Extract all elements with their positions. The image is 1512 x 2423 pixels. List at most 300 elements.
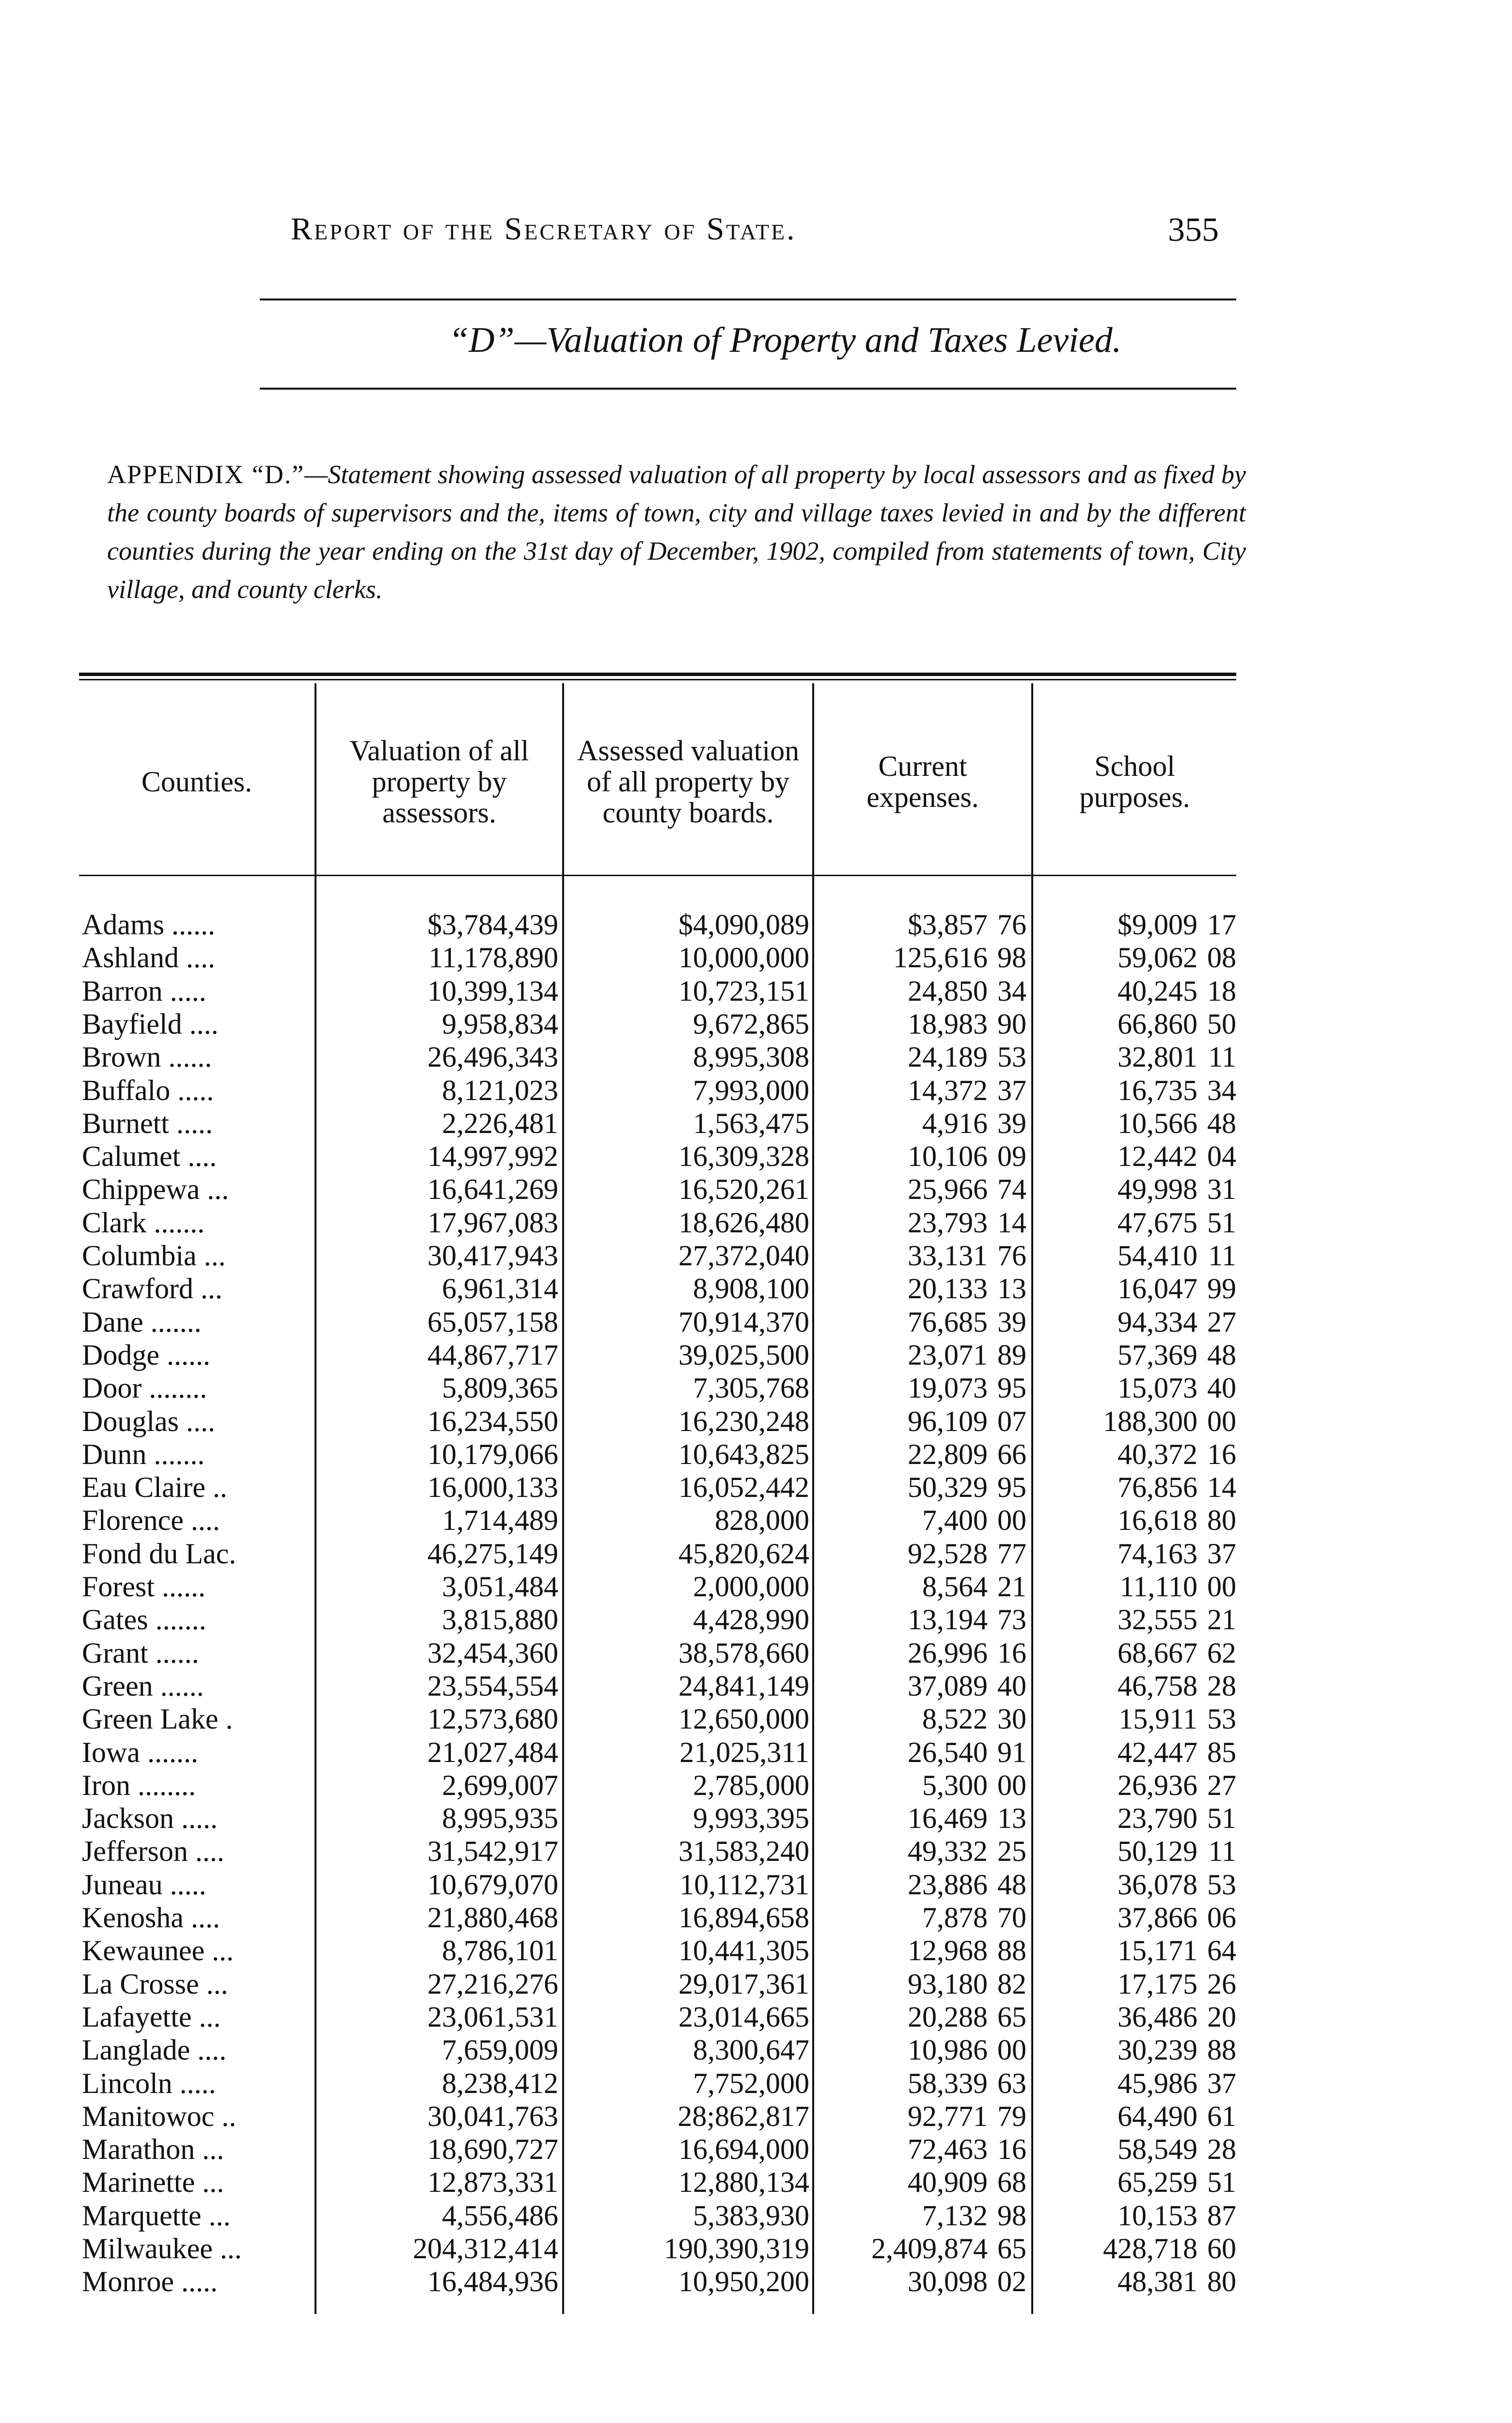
- valuation-by-assessors: 3,051,484: [442, 1571, 558, 1603]
- valuation-by-county-boards: 2,785,000: [693, 1769, 809, 1801]
- current-expenses-dollars: 19,073: [908, 1372, 988, 1404]
- current-expenses-cents: 16: [997, 2133, 1026, 2166]
- header-counties: Counties.: [141, 765, 252, 798]
- valuation-by-county-boards: 16,894,658: [678, 1902, 809, 1934]
- county-name: Fond du Lac.: [82, 1537, 236, 1570]
- current-expenses-cents: 91: [997, 1736, 1026, 1768]
- county-name: Chippewa ...: [82, 1173, 229, 1206]
- current-expenses-cents: 02: [997, 2266, 1026, 2298]
- current-expenses-cents: 39: [997, 1107, 1026, 1139]
- current-expenses-cents: 89: [997, 1338, 1026, 1371]
- school-purposes-dollars: 10,153: [1118, 2199, 1197, 2232]
- valuation-by-county-boards: 70,914,370: [678, 1306, 809, 1338]
- divider: [260, 388, 1236, 390]
- valuation-by-assessors: 44,867,717: [427, 1338, 558, 1371]
- current-expenses-dollars: 14,372: [908, 1074, 988, 1106]
- school-purposes-dollars: 32,555: [1118, 1604, 1197, 1636]
- county-name: Dane .......: [82, 1306, 202, 1338]
- valuation-by-assessors: 31,542,917: [427, 1835, 558, 1868]
- county-name: La Crosse ...: [82, 1967, 228, 2000]
- current-expenses-cents: 65: [997, 2233, 1026, 2265]
- school-purposes-dollars: 48,381: [1118, 2266, 1197, 2298]
- school-purposes-cents: 11: [1208, 1041, 1236, 1073]
- valuation-by-county-boards: 1,563,475: [693, 1107, 809, 1139]
- valuation-by-assessors: 10,679,070: [427, 1868, 558, 1901]
- valuation-by-assessors: 12,573,680: [427, 1703, 558, 1735]
- valuation-by-county-boards: 16,520,261: [678, 1173, 809, 1206]
- current-expenses-dollars: 93,180: [908, 1967, 988, 2000]
- current-expenses-dollars: 23,071: [908, 1338, 988, 1371]
- current-expenses-cents: 98: [997, 942, 1026, 974]
- table-row: [79, 1206, 1236, 1239]
- current-expenses-dollars: 10,106: [908, 1140, 988, 1173]
- school-purposes-cents: 53: [1207, 1868, 1236, 1901]
- current-expenses-dollars: 8,522: [922, 1703, 988, 1735]
- current-expenses-cents: 95: [997, 1372, 1026, 1404]
- current-expenses-dollars: 7,132: [922, 2199, 988, 2232]
- school-purposes-cents: 27: [1207, 1769, 1236, 1801]
- school-purposes-cents: 21: [1207, 1604, 1236, 1636]
- current-expenses-cents: 37: [997, 1074, 1026, 1106]
- county-name: Forest ......: [82, 1571, 205, 1603]
- current-expenses-cents: 00: [997, 1504, 1026, 1537]
- valuation-by-assessors: 46,275,149: [427, 1537, 558, 1570]
- current-expenses-dollars: 30,098: [908, 2266, 988, 2298]
- valuation-by-assessors: 30,417,943: [427, 1240, 558, 1272]
- county-name: Barron .....: [82, 975, 206, 1007]
- county-name: Adams ......: [82, 909, 215, 941]
- valuation-by-assessors: 4,556,486: [442, 2199, 558, 2232]
- current-expenses-dollars: 12,968: [908, 1935, 988, 1967]
- header-current-expenses: Current expenses.: [866, 750, 979, 813]
- table-top-rule: [79, 673, 1236, 676]
- current-expenses-dollars: $3,857: [908, 909, 988, 941]
- table-row: [79, 1405, 1236, 1438]
- school-purposes-dollars: 40,245: [1118, 975, 1197, 1007]
- current-expenses-dollars: 33,131: [908, 1240, 988, 1272]
- school-purposes-cents: 31: [1207, 1173, 1236, 1206]
- school-purposes-dollars: 50,129: [1118, 1835, 1197, 1868]
- county-name: Iowa .......: [82, 1736, 198, 1768]
- divider: [260, 299, 1236, 300]
- school-purposes-cents: 62: [1207, 1636, 1236, 1669]
- school-purposes-dollars: 47,675: [1118, 1206, 1197, 1239]
- school-purposes-dollars: 15,171: [1118, 1935, 1197, 1967]
- valuation-by-assessors: 16,484,936: [427, 2266, 558, 2298]
- school-purposes-cents: 18: [1207, 975, 1236, 1007]
- school-purposes-dollars: 45,986: [1118, 2067, 1197, 2099]
- valuation-by-county-boards: 5,383,930: [693, 2199, 809, 2232]
- school-purposes-dollars: 58,549: [1118, 2133, 1197, 2166]
- current-expenses-cents: 73: [997, 1604, 1026, 1636]
- current-expenses-dollars: 92,771: [908, 2100, 988, 2132]
- current-expenses-cents: 95: [997, 1471, 1026, 1504]
- valuation-by-county-boards: 31,583,240: [678, 1835, 809, 1868]
- school-purposes-cents: 60: [1207, 2233, 1236, 2265]
- school-purposes-cents: 14: [1207, 1471, 1236, 1504]
- table-row: [79, 1338, 1236, 1371]
- school-purposes-cents: 00: [1207, 1405, 1236, 1437]
- current-expenses-dollars: 24,189: [908, 1041, 988, 1073]
- valuation-by-assessors: 23,554,554: [427, 1669, 558, 1702]
- school-purposes-dollars: 30,239: [1118, 2034, 1197, 2066]
- school-purposes-cents: 53: [1207, 1703, 1236, 1735]
- county-name: Dodge ......: [82, 1338, 210, 1371]
- valuation-by-assessors: 10,399,134: [427, 975, 558, 1007]
- valuation-by-county-boards: 8,995,308: [693, 1041, 809, 1073]
- valuation-by-assessors: $3,784,439: [427, 909, 558, 941]
- current-expenses-dollars: 18,983: [908, 1007, 988, 1040]
- school-purposes-dollars: 40,372: [1118, 1438, 1197, 1470]
- school-purposes-cents: 51: [1207, 1206, 1236, 1239]
- table-row: [79, 2067, 1236, 2100]
- current-expenses-dollars: 20,133: [908, 1273, 988, 1305]
- county-name: Calumet ....: [82, 1140, 217, 1173]
- table-row: [79, 1702, 1236, 1735]
- table-row: [79, 1835, 1236, 1868]
- valuation-by-county-boards: 38,578,660: [678, 1636, 809, 1669]
- school-purposes-cents: 08: [1207, 942, 1236, 974]
- current-expenses-cents: 70: [997, 1902, 1026, 1934]
- school-purposes-cents: 40: [1207, 1372, 1236, 1404]
- current-expenses-cents: 77: [997, 1537, 1026, 1570]
- valuation-by-county-boards: 7,752,000: [693, 2067, 809, 2099]
- table-row: [79, 1967, 1236, 2000]
- school-purposes-dollars: 37,866: [1118, 1902, 1197, 1934]
- appendix-intro: [107, 456, 1246, 609]
- current-expenses-dollars: 50,329: [908, 1471, 988, 1504]
- school-purposes-cents: 99: [1207, 1273, 1236, 1305]
- current-expenses-cents: 76: [997, 1240, 1026, 1272]
- county-name: Buffalo .....: [82, 1074, 214, 1106]
- table-row: [79, 1272, 1236, 1305]
- table-row: [79, 1901, 1236, 1934]
- county-name: Juneau .....: [82, 1868, 206, 1901]
- school-purposes-dollars: 54,410: [1118, 1240, 1197, 1272]
- current-expenses-dollars: 20,288: [908, 2000, 988, 2033]
- current-expenses-dollars: 16,469: [908, 1802, 988, 1835]
- valuation-by-county-boards: 10,112,731: [679, 1868, 809, 1901]
- current-expenses-cents: 21: [997, 1571, 1026, 1603]
- valuation-by-assessors: 30,041,763: [427, 2100, 558, 2132]
- table-row: [79, 1504, 1236, 1537]
- school-purposes-dollars: 49,998: [1118, 1173, 1197, 1206]
- current-expenses-dollars: 58,339: [908, 2067, 988, 2099]
- table-row: [79, 1471, 1236, 1504]
- school-purposes-dollars: 11,110: [1119, 1571, 1197, 1603]
- table-top-rule: [79, 679, 1236, 680]
- school-purposes-dollars: 16,047: [1118, 1273, 1197, 1305]
- valuation-by-county-boards: 16,052,442: [678, 1471, 809, 1504]
- current-expenses-dollars: 5,300: [922, 1769, 988, 1801]
- table-row: [79, 1074, 1236, 1107]
- valuation-by-assessors: 17,967,083: [427, 1206, 558, 1239]
- table-row: [79, 1868, 1236, 1901]
- county-name: Grant ......: [82, 1636, 199, 1669]
- county-name: Jefferson ....: [82, 1835, 224, 1868]
- valuation-by-assessors: 2,226,481: [442, 1107, 558, 1139]
- school-purposes-dollars: 64,490: [1118, 2100, 1197, 2132]
- current-expenses-cents: 13: [997, 1273, 1026, 1305]
- school-purposes-dollars: 66,860: [1118, 1007, 1197, 1040]
- county-name: Gates .......: [82, 1604, 206, 1636]
- school-purposes-cents: 80: [1207, 1504, 1236, 1537]
- county-name: Marathon ...: [82, 2133, 224, 2166]
- valuation-by-assessors: 2,699,007: [442, 1769, 558, 1801]
- county-name: Clark .......: [82, 1206, 205, 1239]
- current-expenses-cents: 88: [997, 1935, 1026, 1967]
- valuation-by-assessors: 204,312,414: [413, 2233, 558, 2265]
- county-name: Bayfield ....: [82, 1007, 219, 1040]
- valuation-by-assessors: 18,690,727: [427, 2133, 558, 2166]
- current-expenses-dollars: 25,966: [908, 1173, 988, 1206]
- table-row: [79, 1173, 1236, 1206]
- appendix-description: —Statement showing assessed valuation of all property by local assessors and as fixed by the county boards of supervisors and the, items of town, city and village taxes levied in and by the different counties during the year ending on the 31st day of December, 1902, compiled from statements of town, City village, and county clerks.: [107, 460, 1246, 604]
- county-name: Jackson .....: [82, 1802, 218, 1835]
- current-expenses-dollars: 22,809: [908, 1438, 988, 1470]
- valuation-by-county-boards: 16,230,248: [678, 1405, 809, 1437]
- school-purposes-cents: 50: [1207, 1007, 1236, 1040]
- current-expenses-dollars: 10,986: [908, 2034, 988, 2066]
- table-row: [79, 2199, 1236, 2232]
- current-expenses-cents: 09: [997, 1140, 1026, 1173]
- school-purposes-cents: 20: [1207, 2000, 1236, 2033]
- valuation-by-assessors: 23,061,531: [427, 2000, 558, 2033]
- county-name: Crawford ...: [82, 1273, 222, 1305]
- current-expenses-cents: 39: [997, 1306, 1026, 1338]
- table-row: [79, 1769, 1236, 1802]
- valuation-by-county-boards: 21,025,311: [679, 1736, 809, 1768]
- valuation-by-county-boards: 45,820,624: [678, 1537, 809, 1570]
- valuation-by-county-boards: 24,841,149: [678, 1669, 809, 1702]
- header-bottom-rule: [79, 875, 1236, 876]
- school-purposes-dollars: 59,062: [1118, 942, 1197, 974]
- school-purposes-cents: 85: [1207, 1736, 1236, 1768]
- table-row: [79, 2033, 1236, 2066]
- section-title: “D”—Valuation of Property and Taxes Levied.: [448, 320, 1122, 360]
- school-purposes-dollars: 46,758: [1118, 1669, 1197, 1702]
- table-row: [79, 1140, 1236, 1173]
- school-purposes-dollars: 15,911: [1118, 1703, 1197, 1735]
- valuation-by-county-boards: 8,908,100: [693, 1273, 809, 1305]
- county-name: Door ........: [82, 1372, 207, 1404]
- county-name: Florence ....: [82, 1504, 220, 1537]
- county-name: Langlade ....: [82, 2034, 227, 2066]
- running-head: Report of the Secretary of State.: [291, 211, 797, 247]
- school-purposes-cents: 26: [1207, 1967, 1236, 2000]
- appendix-label: APPENDIX “D.”: [107, 460, 305, 489]
- table-row: [79, 1040, 1236, 1073]
- valuation-by-assessors: 8,238,412: [442, 2067, 558, 2099]
- school-purposes-dollars: 428,718: [1103, 2233, 1197, 2265]
- school-purposes-cents: 37: [1207, 2067, 1236, 2099]
- header-school-purposes: School purposes.: [1079, 750, 1190, 813]
- valuation-by-assessors: 21,027,484: [427, 1736, 558, 1768]
- valuation-by-assessors: 32,454,360: [427, 1636, 558, 1669]
- table-row: [79, 2100, 1236, 2133]
- school-purposes-dollars: 68,667: [1118, 1636, 1197, 1669]
- valuation-by-assessors: 21,880,468: [427, 1902, 558, 1934]
- valuation-by-county-boards: 10,000,000: [678, 942, 809, 974]
- table-row: [79, 1239, 1236, 1272]
- table-row: [79, 2265, 1236, 2298]
- current-expenses-cents: 25: [997, 1835, 1026, 1868]
- current-expenses-dollars: 23,793: [908, 1206, 988, 1239]
- current-expenses-cents: 74: [997, 1173, 1026, 1206]
- county-name: Green ......: [82, 1669, 204, 1702]
- valuation-by-assessors: 8,121,023: [442, 1074, 558, 1106]
- valuation-by-assessors: 12,873,331: [427, 2166, 558, 2199]
- valuation-by-county-boards: 4,428,990: [693, 1604, 809, 1636]
- current-expenses-dollars: 37,089: [908, 1669, 988, 1702]
- county-name: Green Lake .: [82, 1703, 233, 1735]
- page-number: 355: [1168, 211, 1219, 249]
- current-expenses-cents: 79: [997, 2100, 1026, 2132]
- current-expenses-cents: 90: [997, 1007, 1026, 1040]
- school-purposes-cents: 16: [1207, 1438, 1236, 1470]
- current-expenses-cents: 14: [997, 1206, 1026, 1239]
- table-row: [79, 2000, 1236, 2033]
- header-valuation-county-boards: Assessed valuation of all property by county boards.: [577, 734, 800, 829]
- school-purposes-dollars: 76,856: [1118, 1471, 1197, 1504]
- valuation-by-county-boards: 10,643,825: [678, 1438, 809, 1470]
- school-purposes-dollars: $9,009: [1118, 909, 1197, 941]
- current-expenses-dollars: 49,332: [908, 1835, 988, 1868]
- valuation-by-county-boards: 39,025,500: [678, 1338, 809, 1371]
- school-purposes-dollars: 65,259: [1118, 2166, 1197, 2199]
- table-row: [79, 1107, 1236, 1140]
- valuation-by-assessors: 27,216,276: [427, 1967, 558, 2000]
- table-row: [79, 1371, 1236, 1404]
- current-expenses-dollars: 96,109: [908, 1405, 988, 1437]
- county-name: Marinette ...: [82, 2166, 224, 2199]
- school-purposes-cents: 48: [1207, 1338, 1236, 1371]
- school-purposes-dollars: 16,735: [1118, 1074, 1197, 1106]
- valuation-by-county-boards: 9,993,395: [693, 1802, 809, 1835]
- current-expenses-cents: 16: [997, 1636, 1026, 1669]
- valuation-by-county-boards: 2,000,000: [693, 1571, 809, 1603]
- valuation-by-assessors: 1,714,489: [442, 1504, 558, 1537]
- school-purposes-cents: 80: [1207, 2266, 1236, 2298]
- school-purposes-dollars: 23,790: [1118, 1802, 1197, 1835]
- current-expenses-cents: 65: [997, 2000, 1026, 2033]
- table-row: [79, 1636, 1236, 1669]
- valuation-by-county-boards: 29,017,361: [678, 1967, 809, 2000]
- valuation-by-county-boards: 28;862,817: [677, 2100, 809, 2132]
- school-purposes-dollars: 36,486: [1118, 2000, 1197, 2033]
- school-purposes-cents: 88: [1207, 2034, 1236, 2066]
- county-name: Lafayette ...: [82, 2000, 221, 2033]
- valuation-by-county-boards: 16,694,000: [678, 2133, 809, 2166]
- valuation-by-county-boards: 10,723,151: [678, 975, 809, 1007]
- table-row: [79, 1438, 1236, 1471]
- current-expenses-cents: 98: [997, 2199, 1026, 2232]
- current-expenses-cents: 82: [997, 1967, 1026, 2000]
- valuation-by-county-boards: 27,372,040: [678, 1240, 809, 1272]
- current-expenses-dollars: 2,409,874: [871, 2233, 988, 2265]
- county-name: Dunn .......: [82, 1438, 205, 1470]
- school-purposes-dollars: 26,936: [1118, 1769, 1197, 1801]
- table-row: [79, 1736, 1236, 1769]
- school-purposes-cents: 37: [1207, 1537, 1236, 1570]
- county-name: Milwaukee ...: [82, 2233, 242, 2265]
- valuation-by-assessors: 16,000,133: [427, 1471, 558, 1504]
- current-expenses-cents: 34: [997, 975, 1026, 1007]
- school-purposes-dollars: 16,618: [1118, 1504, 1197, 1537]
- county-name: Kenosha ....: [82, 1902, 220, 1934]
- current-expenses-dollars: 76,685: [908, 1306, 988, 1338]
- school-purposes-dollars: 17,175: [1118, 1967, 1197, 2000]
- valuation-by-assessors: 8,995,935: [442, 1802, 558, 1835]
- school-purposes-dollars: 57,369: [1118, 1338, 1197, 1371]
- valuation-by-assessors: 3,815,880: [442, 1604, 558, 1636]
- county-name: Manitowoc ..: [82, 2100, 236, 2132]
- school-purposes-cents: 87: [1207, 2199, 1236, 2232]
- county-name: Columbia ...: [82, 1240, 226, 1272]
- school-purposes-cents: 28: [1207, 1669, 1236, 1702]
- valuation-by-county-boards: 10,441,305: [678, 1935, 809, 1967]
- school-purposes-dollars: 15,073: [1118, 1372, 1197, 1404]
- table-row: [79, 2166, 1236, 2199]
- county-name: Brown ......: [82, 1041, 212, 1073]
- school-purposes-dollars: 32,801: [1118, 1041, 1197, 1073]
- current-expenses-dollars: 40,909: [908, 2166, 988, 2199]
- current-expenses-dollars: 7,400: [922, 1504, 988, 1537]
- valuation-by-county-boards: 9,672,865: [693, 1007, 809, 1040]
- valuation-by-county-boards: 10,950,200: [678, 2266, 809, 2298]
- current-expenses-cents: 66: [997, 1438, 1026, 1470]
- table-row: [79, 1570, 1236, 1603]
- valuation-by-county-boards: 190,390,319: [664, 2233, 809, 2265]
- table-row: [79, 975, 1236, 1007]
- table-row: [79, 1934, 1236, 1967]
- school-purposes-dollars: 74,163: [1118, 1537, 1197, 1570]
- valuation-by-assessors: 16,641,269: [427, 1173, 558, 1206]
- valuation-by-assessors: 8,786,101: [442, 1935, 558, 1967]
- school-purposes-dollars: 36,078: [1118, 1868, 1197, 1901]
- current-expenses-cents: 13: [997, 1802, 1026, 1835]
- table-row: [79, 1007, 1236, 1040]
- school-purposes-cents: 34: [1207, 1074, 1236, 1106]
- valuation-by-county-boards: 7,993,000: [693, 1074, 809, 1106]
- school-purposes-cents: 28: [1207, 2133, 1236, 2166]
- school-purposes-cents: 06: [1207, 1902, 1236, 1934]
- valuation-by-assessors: 6,961,314: [442, 1273, 558, 1305]
- county-name: Eau Claire ..: [82, 1471, 227, 1504]
- valuation-by-assessors: 10,179,066: [427, 1438, 558, 1470]
- county-name: Lincoln .....: [82, 2067, 216, 2099]
- current-expenses-cents: 00: [997, 1769, 1026, 1801]
- school-purposes-cents: 51: [1207, 1802, 1236, 1835]
- school-purposes-dollars: 42,447: [1118, 1736, 1197, 1768]
- county-name: Ashland ....: [82, 942, 215, 974]
- school-purposes-cents: 04: [1207, 1140, 1236, 1173]
- school-purposes-cents: 61: [1207, 2100, 1236, 2132]
- valuation-by-county-boards: 7,305,768: [693, 1372, 809, 1404]
- current-expenses-dollars: 13,194: [908, 1604, 988, 1636]
- current-expenses-cents: 76: [997, 909, 1026, 941]
- table-row: [79, 1537, 1236, 1570]
- county-name: Monroe .....: [82, 2266, 218, 2298]
- valuation-by-assessors: 65,057,158: [427, 1306, 558, 1338]
- valuation-by-county-boards: $4,090,089: [678, 909, 809, 941]
- current-expenses-cents: 53: [997, 1041, 1026, 1073]
- valuation-by-assessors: 16,234,550: [427, 1405, 558, 1437]
- county-name: Marquette ...: [82, 2199, 231, 2232]
- school-purposes-dollars: 94,334: [1118, 1306, 1197, 1338]
- current-expenses-dollars: 125,616: [893, 942, 988, 974]
- current-expenses-dollars: 26,540: [908, 1736, 988, 1768]
